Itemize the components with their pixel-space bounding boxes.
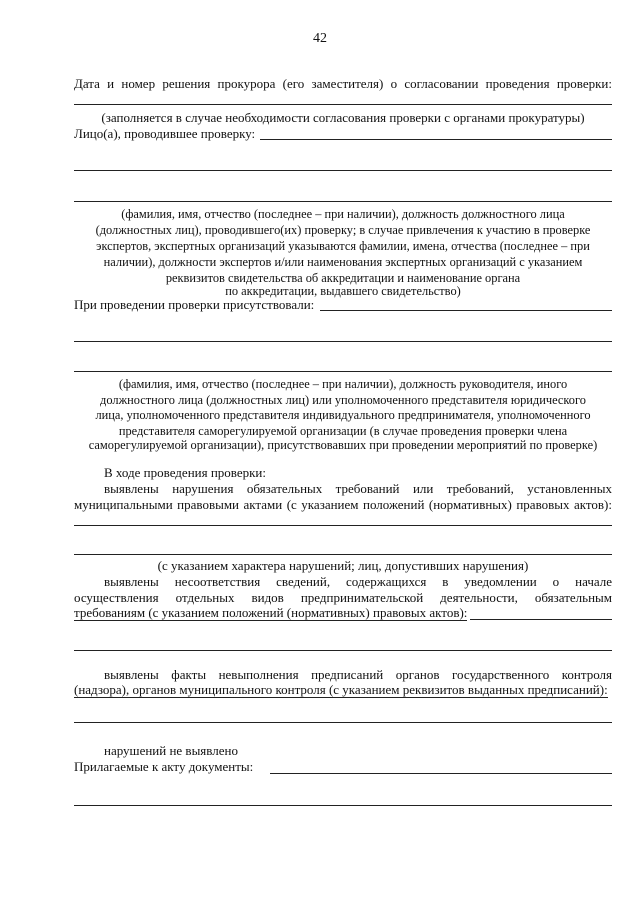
attendees-line: [74, 371, 612, 372]
mismatch-line: [74, 650, 612, 651]
attendees-note-line: лица, уполномоченного представителя индивидуального предпринимателя, уполномоченного: [95, 408, 591, 422]
inspectors-note-line: (должностных лиц), проводившего(их) проверку; в случае привлечения к участию в проверке: [95, 223, 591, 237]
prosecutor-decision-note: (заполняется в случае необходимости согласования проверки с органами прокуратуры): [101, 110, 585, 125]
page-number: 42: [313, 31, 327, 46]
findings-intro: В ходе проведения проверки:: [104, 465, 267, 480]
inspectors-line: [74, 201, 612, 202]
attachments-fill-line: [270, 773, 612, 774]
inspectors-note-line: по аккредитации, выдавшего свидетельство): [225, 284, 461, 298]
mismatch-text-underlined: требованиям (с указанием положений (нормативных) правовых актов):: [74, 605, 468, 620]
attendees-line: [74, 341, 612, 342]
mismatch-text-line: осуществления отдельных видов предпринимательской деятельности, обязательным: [74, 590, 612, 605]
violations-text-line: муниципальными правовыми актами (с указанием положений (нормативных) правовых актов):: [74, 497, 612, 512]
attendees-note-line: (фамилия, имя, отчество (последнее – при наличии), должность руководителя, иного: [118, 377, 568, 391]
attendees-note-line: представителя саморегулируемой организации (в случае проведения проверки члена: [118, 424, 568, 438]
mismatch-text-line: выявлены несоответствия сведений, содержащихся в уведомлении о начале: [104, 574, 612, 589]
violations-line: [74, 554, 612, 555]
inspectors-fill-line: [260, 139, 612, 140]
mismatch-fill-line: [470, 619, 612, 620]
attachments-line: [74, 805, 612, 806]
violations-line: [74, 525, 612, 526]
inspectors-note-line: наличии), должности экспертов и/или наименования экспертных организаций с указанием: [103, 255, 583, 269]
orders-text-underlined: (надзора), органов муниципального контроля (с указанием реквизитов выданных предписаний):: [74, 682, 608, 697]
inspectors-label: Лицо(а), проводившее проверку:: [74, 126, 256, 141]
prosecutor-decision-label: Дата и номер решения прокурора (его заместителя) о согласовании проведения проверки:: [74, 76, 612, 91]
inspectors-note-line: реквизитов свидетельства об аккредитации и наименование органа: [165, 271, 521, 285]
orders-line: [74, 722, 612, 723]
attendees-note-line: саморегулируемой организации), присутствовавших при проведении мероприятий по проверке): [88, 438, 598, 452]
attachments-label: Прилагаемые к акту документы:: [74, 759, 254, 774]
orders-text-line: выявлены факты невыполнения предписаний органов государственного контроля: [104, 667, 612, 682]
inspectors-note-line: экспертов, экспертных организаций указываются фамилии, имена, отчества (последнее – при: [96, 239, 590, 253]
orders-text-line: [74, 682, 612, 698]
inspectors-line: [74, 170, 612, 171]
prosecutor-decision-line: [74, 104, 612, 105]
attendees-fill-line: [320, 310, 612, 311]
no-violations-text: нарушений не выявлено: [104, 743, 238, 758]
violations-text-line: выявлены нарушения обязательных требований или требований, установленных: [104, 481, 612, 496]
inspectors-note-line: (фамилия, имя, отчество (последнее – при наличии), должность должностного лица: [121, 207, 565, 221]
attendees-note-line: должностного лица (должностных лиц) или уполномоченного представителя юридического: [100, 393, 586, 407]
attendees-label: При проведении проверки присутствовали:: [74, 297, 315, 312]
violations-note: (с указанием характера нарушений; лиц, допустивших нарушения): [157, 558, 529, 573]
